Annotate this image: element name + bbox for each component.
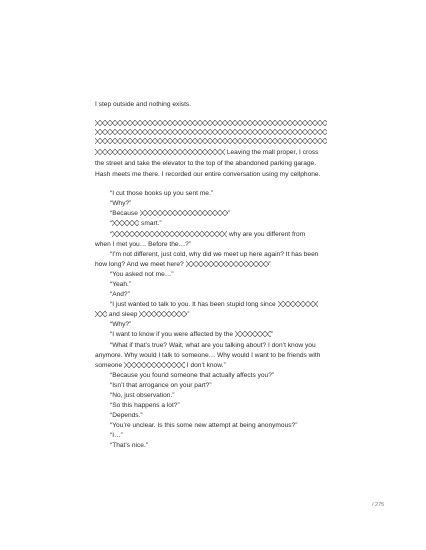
dialogue-line: “I cut those books up you sent me.” — [110, 190, 213, 197]
redacted-line — [95, 138, 327, 146]
dialogue-line: “I…” — [110, 432, 123, 439]
dialogue-line: when I met you… Before the…?” — [95, 241, 192, 248]
dialogue-text: ” — [227, 210, 230, 217]
redacted-line — [95, 120, 327, 128]
dialogue-line — [95, 362, 226, 370]
dialogue-line: “Depends.” — [110, 412, 143, 419]
opening-line: I step outside and nothing exists. — [95, 101, 192, 108]
paragraph-text: Leaving the mall proper, I cross — [225, 149, 319, 156]
dialogue-text: “ — [110, 231, 113, 238]
dialogue-text: “ — [110, 220, 113, 227]
dialogue-line — [95, 311, 189, 319]
redaction-mark — [112, 231, 227, 237]
dialogue-line — [110, 331, 273, 339]
redaction-mark — [95, 138, 327, 144]
dialogue-text: someone — [95, 362, 124, 369]
dialogue-text: ” — [270, 331, 274, 338]
redaction-mark — [235, 331, 274, 338]
dialogue-line: “No, just observation.” — [110, 392, 175, 399]
paragraph-line: Hash meets me there. I recorded our entire conversation using my cellphone. — [95, 171, 321, 178]
dialogue-line: “Isn’t that arrogance on your part?” — [110, 382, 212, 389]
redaction-mark — [95, 149, 225, 155]
redaction-mark — [124, 362, 185, 368]
page-number: / 275 — [372, 502, 385, 508]
dialogue-line: anymore. Why would I talk to someone… Why would I want to be friends with — [95, 352, 321, 359]
paragraph-line — [95, 149, 318, 157]
dialogue-text: “I want to know if you were affected by the — [110, 331, 235, 338]
redaction-mark — [278, 301, 318, 307]
dialogue-text: ” — [187, 311, 190, 318]
dialogue-line — [110, 220, 162, 228]
dialogue-line: “I’m not different, just cold, why did we meet up here again? It has been — [110, 251, 319, 258]
redaction-mark — [112, 220, 139, 226]
dialogue-text: “Because — [110, 210, 140, 217]
dialogue-line: “Because you found someone that actually affects you?” — [110, 372, 275, 379]
dialogue-line — [110, 210, 230, 218]
dialogue-line — [110, 231, 305, 239]
dialogue-line: “You asked not me…” — [110, 271, 174, 278]
dialogue-line: “So this happens a lot?” — [110, 402, 180, 409]
redaction-mark — [95, 120, 327, 126]
dialogue-line: “You’re unclear. Is this some new attempt at being anonymous?” — [110, 422, 298, 429]
dialogue-text: smart.” — [139, 220, 162, 227]
paragraph-line: the street and take the elevator to the top of the abandoned parking garage. — [95, 160, 317, 167]
redaction-mark — [140, 210, 228, 216]
dialogue-text: “I just wanted to talk to you. It has been stupid long since — [110, 301, 278, 308]
redaction-mark — [139, 311, 190, 318]
dialogue-line — [95, 261, 271, 269]
redaction-mark — [95, 311, 107, 317]
dialogue-line: “Why?” — [110, 200, 132, 207]
dialogue-line: “Yeah.” — [110, 281, 132, 288]
dialogue-line: “And?” — [110, 291, 130, 298]
redaction-mark — [186, 261, 269, 267]
dialogue-line: “That’s nice.” — [110, 442, 148, 449]
dialogue-text: why are you different from — [227, 231, 306, 238]
dialogue-text: and sleep — [107, 311, 140, 318]
dialogue-text: how long? And we meet here? — [95, 261, 186, 268]
redaction-mark — [95, 129, 327, 135]
dialogue-line — [110, 301, 318, 309]
dialogue-text: ” — [268, 261, 271, 268]
dialogue-line: “Why?” — [110, 321, 132, 328]
dialogue-text: I don’t know.” — [184, 362, 226, 369]
redacted-line — [95, 129, 327, 137]
dialogue-line: “What if that’s true? Wait, what are you talking about? I don’t know you — [110, 342, 316, 349]
